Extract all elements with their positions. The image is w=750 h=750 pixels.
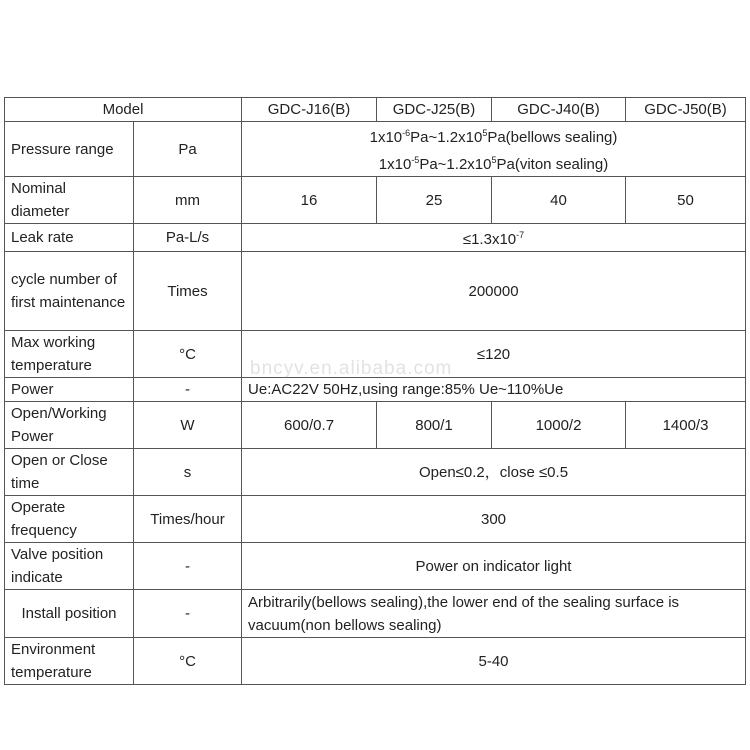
diameter-row (5, 177, 746, 224)
pressure-line-1: $1x10^{-6}Pa\sim 1.2x10^5Pa(bellows$ sealing) (369, 128, 618, 146)
row-label: cycle number of first maintenance (5, 252, 134, 331)
spec-table (4, 97, 746, 685)
row-label: Power (5, 378, 134, 402)
pressure-value (242, 122, 746, 177)
header-row (5, 98, 746, 122)
row-label: Valve position indicate (5, 543, 134, 590)
open-power-2: 800/1 (377, 402, 492, 449)
cycle-row (5, 252, 746, 331)
model-header: Model (5, 98, 242, 122)
diameter-4: 50 (626, 177, 746, 224)
freq-row (5, 496, 746, 543)
row-label: Environment temperature (5, 638, 134, 685)
row-unit: Pa (134, 122, 242, 177)
diameter-2: 25 (377, 177, 492, 224)
row-unit: s (134, 449, 242, 496)
row-unit: - (134, 543, 242, 590)
row-unit: °C (134, 331, 242, 378)
cycle-value: 200000 (242, 252, 746, 331)
freq-value: 300 (242, 496, 746, 543)
row-unit: mm (134, 177, 242, 224)
leak-row (5, 224, 746, 252)
open-power-3: 1000/2 (492, 402, 626, 449)
install-row (5, 590, 746, 638)
row-label: Nominal diameter (5, 177, 134, 224)
row-label: Open or Close time (5, 449, 134, 496)
row-unit: - (134, 590, 242, 638)
diameter-3: 40 (492, 177, 626, 224)
model-col-4: GDC-J50(B) (626, 98, 746, 122)
temp-row (5, 331, 746, 378)
row-unit: Times (134, 252, 242, 331)
row-unit: °C (134, 638, 242, 685)
time-row (5, 449, 746, 496)
row-unit: - (134, 378, 242, 402)
open-power-4: 1400/3 (626, 402, 746, 449)
row-label: Pressure range (5, 122, 134, 177)
valve-row (5, 543, 746, 590)
row-unit: W (134, 402, 242, 449)
row-unit: Pa-L/s (134, 224, 242, 252)
row-label: Open/Working Power (5, 402, 134, 449)
open-power-row (5, 402, 746, 449)
pressure-row (5, 122, 746, 177)
power-row (5, 378, 746, 402)
model-col-3: GDC-J40(B) (492, 98, 626, 122)
time-value: Open≤0.2，close ≤0.5 (242, 449, 746, 496)
row-unit: Times/hour (134, 496, 242, 543)
row-label: Max working temperature (5, 331, 134, 378)
env-row (5, 638, 746, 685)
temp-value: ≤120 (242, 331, 746, 378)
valve-value: Power on indicator light (242, 543, 746, 590)
row-label: Operate frequency (5, 496, 134, 543)
model-col-1: GDC-J16(B) (242, 98, 377, 122)
diameter-1: 16 (242, 177, 377, 224)
row-label: Leak rate (5, 224, 134, 252)
leak-value: $\le 1.3x10^{-7}$ (242, 224, 746, 252)
watermark: bncyv.en.alibaba.com (250, 358, 453, 379)
env-value: 5-40 (242, 638, 746, 685)
row-label: Install position (5, 590, 134, 638)
power-value: Ue:AC22V 50Hz,using range:85% Ue~110%Ue (242, 378, 746, 402)
install-value: Arbitrarily(bellows sealing),the lower end of the sealing surface is vacuum(non bellows sealing) (242, 590, 746, 638)
model-col-2: GDC-J25(B) (377, 98, 492, 122)
open-power-1: 600/0.7 (242, 402, 377, 449)
pressure-line-2: $1x10^{-5}Pa\sim 1.2x10^5Pa(viton$ sealing) (378, 155, 609, 173)
